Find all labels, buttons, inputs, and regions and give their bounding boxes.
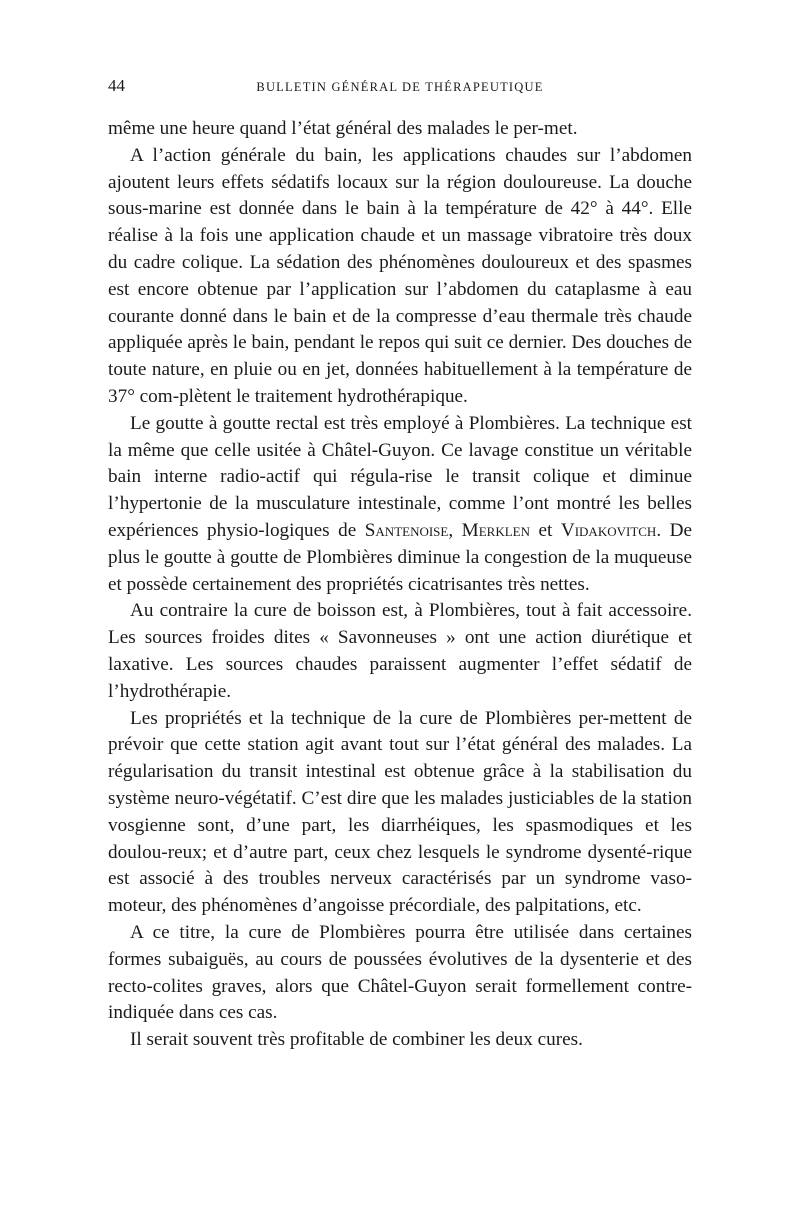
paragraph-text: ,	[448, 519, 462, 541]
page-header	[108, 76, 692, 102]
author-name: Vidakovitch	[560, 519, 657, 541]
paragraph-text: même une heure quand l’état général des malades le per-met.	[108, 118, 578, 139]
paragraph-text: et	[530, 519, 561, 541]
author-name: Merklen	[461, 519, 530, 541]
page-number: 44	[108, 76, 125, 95]
paragraph	[108, 143, 692, 411]
paragraph	[108, 116, 692, 143]
paragraph-text: A l’action générale du bain, les applications chaudes sur l’abdomen ajoutent leurs effets sédatifs locaux sur la région douloureuse. La douche sous-marine est donnée dans le bain à la température de 42° à 44°. Elle réalise à la fois une application chaude et un massage vibratoire très doux du cadre colique. La sédation des phénomènes douloureux et des spasmes est encore obtenue par l’application sur l’abdomen du cataplasme à eau courante donné dans le bain et de la compresse d’eau thermale très chaude appliquée après le bain, pendant le repos qui suit ce dernier. Des douches de toute nature, en pluie ou en jet, données habituellement à la température de 37° com-plètent le traitement hydrothérapique.	[108, 144, 692, 407]
paragraph-text: Il serait souvent très profitable de combiner les deux cures.	[130, 1029, 583, 1051]
book-page	[108, 76, 692, 1054]
paragraph	[108, 920, 692, 1027]
paragraph	[108, 1027, 692, 1054]
paragraph-text: Le goutte à goutte rectal est très employé à Plombières. La technique est la même que celle usitée à Châtel-Guyon. Ce lavage constitue un véritable bain interne radio-actif qui régula-rise le transit colique et diminue l’hypertonie de la musculature intestinale, comme l’ont montré les belles expériences physio-logiques de	[108, 412, 692, 541]
paragraph-text: Les propriétés et la technique de la cure de Plombières per-mettent de prévoir que cette station agit avant tout sur l’état général des malades. La régularisation du transit intestinal est obtenue grâce à la stabilisation du système neuro-végétatif. C’est dire que les malades justiciables de la station vosgienne sont, d’une part, les diarrhéiques, les spasmodiques et les doulou-reux; et d’autre part, ceux chez lesquels le syndrome dysenté-rique est associé à des troubles nerveux caractérisés par un syndrome vaso-moteur, des phénomènes d’angoisse précordiale, des palpitations, etc.	[108, 707, 692, 917]
paragraph	[108, 598, 692, 705]
paragraph	[108, 411, 692, 599]
running-title: BULLETIN GÉNÉRAL DE THÉRAPEUTIQUE	[256, 80, 544, 94]
body-text	[108, 116, 692, 1054]
author-name: Santenoise	[364, 519, 449, 541]
paragraph-text: A ce titre, la cure de Plombières pourra être utilisée dans certaines formes subaiguës, au cours de poussées évolutives de la dysenterie et des recto-colites graves, alors que Châtel-Guyon serait formellement contre-indiquée dans ces cas.	[108, 921, 692, 1024]
paragraph	[108, 706, 692, 920]
paragraph-text: . De plus le goutte à goutte de Plombières diminue la congestion de la muqueuse et possède certainement des propriétés cicatrisantes très nettes.	[108, 519, 692, 595]
paragraph-text: Au contraire la cure de boisson est, à Plombières, tout à fait accessoire. Les sources froides dites « Savonneuses » ont une action diurétique et laxative. Les sources chaudes paraissent augmenter l’effet sédatif de l’hydrothérapie.	[108, 600, 692, 702]
